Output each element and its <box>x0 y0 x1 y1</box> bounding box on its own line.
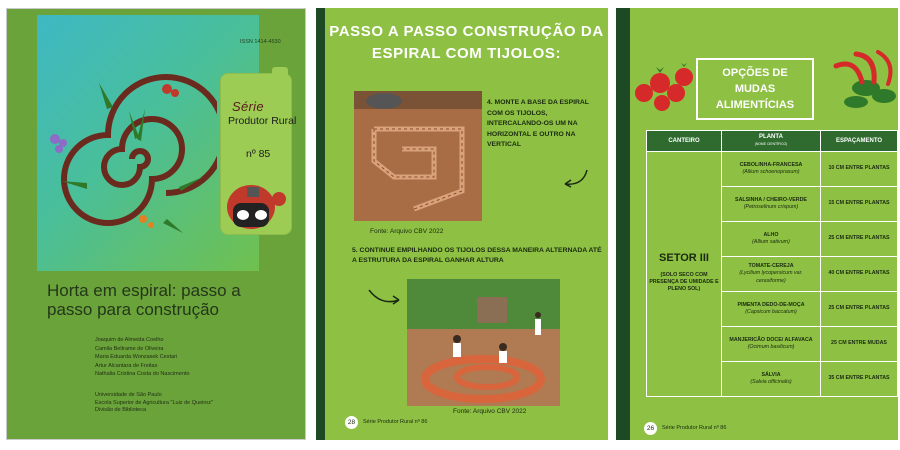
step-5-text: 5. CONTINUE EMPILHANDO OS TIJOLOS DESSA MANEIRA ALTERNADA ATÉ A ESTRUTURA DA ESPIRAL GANHAR ALTURA <box>352 247 602 265</box>
badge-tab <box>272 67 288 77</box>
plant-name: PIMENTA DEDO-DE-MOÇA <box>737 301 805 308</box>
spacing-cell: 25 CM ENTRE MUDAS <box>821 327 898 362</box>
sector-note: (SOLO SECO COM PRESENÇA DE UMIDADE E PLENO SOL) <box>649 272 719 293</box>
author-name: Camila Beltrame de Oliveira <box>95 345 164 352</box>
plant-name: SALSINHA / CHEIRO-VERDE <box>735 196 807 203</box>
page-footer: Série Produtor Rural nº 86 <box>662 425 727 431</box>
institution-line: Divisão de Biblioteca <box>95 407 147 413</box>
institution-line: Escola Superior de Agricultura "Luiz de Queiroz" <box>95 399 213 406</box>
options-heading-line: OPÇÕES DE MUDAS <box>722 67 788 95</box>
plant-name: SÁLVIA <box>761 371 781 378</box>
seedlings-table <box>646 130 898 397</box>
plant-cell <box>722 327 821 362</box>
spiral-garden-illustration <box>47 69 217 249</box>
author-name: Nathalia Cristina Costa do Nascimento <box>95 371 190 378</box>
sector-name: SETOR III <box>659 251 709 264</box>
page-number: 26 <box>644 422 657 435</box>
arrow-icon <box>367 286 403 308</box>
plant-scientific-name: (Salvia officinalis) <box>750 379 792 385</box>
peppers-basil-illustration <box>826 48 898 112</box>
plant-scientific-name: (Capsicum baccatum) <box>745 309 797 315</box>
plant-scientific-name: (Allium schoenoprasum) <box>742 169 800 175</box>
institution-block <box>95 392 213 415</box>
spacing-cell: 25 CM ENTRE PLANTAS <box>821 222 898 257</box>
options-page <box>616 8 898 440</box>
arrow-icon <box>561 168 591 190</box>
spacing-cell: 40 CM ENTRE PLANTAS <box>821 257 898 292</box>
photo-caption: Fonte: Arquivo CBV 2022 <box>370 228 444 235</box>
planta-label: PLANTA <box>759 134 783 140</box>
author-name: Joaquim de Almeida Coelho <box>95 337 164 343</box>
series-name: Produtor Rural <box>228 115 297 127</box>
plant-cell <box>722 152 821 187</box>
plant-scientific-name: (Allium sativum) <box>752 239 790 245</box>
steps-heading-line: ESPIRAL COM TIJOLOS: <box>371 45 562 62</box>
author-name: Maria Eduarda Wonzasek Cestari <box>95 354 178 361</box>
stacking-bricks-photo <box>407 279 560 406</box>
mascot-illustration <box>221 175 291 235</box>
plant-cell <box>722 187 821 222</box>
photo-caption: Fonte: Arquivo CBV 2022 <box>453 408 527 415</box>
series-word: Série <box>232 99 264 114</box>
table-row <box>647 152 898 187</box>
steps-heading <box>325 21 608 65</box>
column-header-canteiro: CANTEIRO <box>647 131 722 152</box>
plant-name: MANJERICÃO DOCE/ ALFAVACA <box>729 336 813 343</box>
spacing-cell: 35 CM ENTRE PLANTAS <box>821 362 898 397</box>
plant-cell <box>722 257 821 292</box>
plant-cell <box>722 222 821 257</box>
column-header-espacamento: ESPAÇAMENTO <box>821 131 898 152</box>
author-name: Artur Alcantara de Freitas <box>95 362 158 369</box>
authors-list <box>95 336 189 379</box>
plant-scientific-name: (Lycilium lycopersicum var. cerasiforme) <box>739 270 803 284</box>
series-number: nº 85 <box>246 148 271 160</box>
plant-scientific-name: (Petroselinum crispum) <box>743 204 799 210</box>
sector-cell <box>647 152 722 397</box>
spacing-cell: 25 CM ENTRE PLANTAS <box>821 292 898 327</box>
page-number: 28 <box>345 416 358 429</box>
page-footer: Série Produtor Rural nº 86 <box>363 419 428 425</box>
options-heading <box>696 58 814 120</box>
brick-base-photo <box>354 91 482 221</box>
column-header-planta <box>722 131 821 152</box>
plant-cell <box>722 362 821 397</box>
table-header-row <box>647 131 898 152</box>
spacing-cell: 10 CM ENTRE PLANTAS <box>821 152 898 187</box>
step-4-text: 4. MONTE A BASE DA ESPIRAL COM OS TIJOLOS, INTERCALANDO-OS UM NA HORIZONTAL E OUTRO NA VERTICAL <box>487 99 589 149</box>
isbn-text: ISSN 1414-4530 <box>240 39 281 45</box>
cover-title: Horta em espiral: passo a passo para construção <box>47 281 241 319</box>
plant-cell <box>722 292 821 327</box>
options-heading-line: ALIMENTÍCIAS <box>715 99 795 111</box>
steps-page <box>316 8 608 440</box>
plant-name: ALHO <box>763 231 779 238</box>
cherry-tomatoes-illustration <box>632 63 694 113</box>
cover-page <box>6 8 306 440</box>
spacing-cell: 15 CM ENTRE PLANTAS <box>821 187 898 222</box>
plant-scientific-name: (Ocimum basilicum) <box>747 344 795 350</box>
plant-name: TOMATE-CEREJA <box>748 263 794 270</box>
institution-line: Universidade de São Paulo <box>95 392 162 398</box>
steps-heading-line: PASSO A PASSO CONSTRUÇÃO DA <box>329 23 604 40</box>
plant-name: CEBOLINHA-FRANCESA <box>739 161 803 168</box>
planta-sublabel: (NOME CIENTÍFICO) <box>754 142 788 146</box>
